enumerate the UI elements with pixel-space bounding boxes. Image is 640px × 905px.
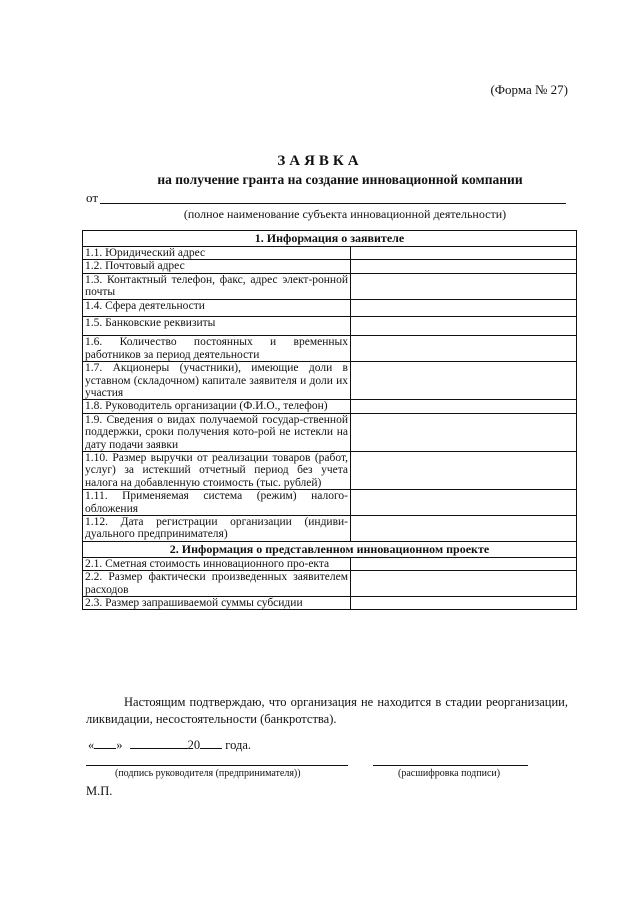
answer-cell[interactable]: [351, 452, 577, 490]
signature-line[interactable]: [86, 764, 348, 766]
from-row: [86, 190, 566, 206]
table-row: [83, 557, 577, 570]
form-number: (Форма № 27): [490, 82, 568, 97]
row-label: 1.6. Количество постоянных и временных работников за период деятельности: [83, 336, 351, 362]
section-title: 1. Информация о заявителе: [83, 231, 577, 247]
day-field[interactable]: [94, 736, 116, 749]
close-quote: »: [116, 738, 123, 752]
month-field[interactable]: [130, 736, 188, 749]
table-row: [83, 246, 577, 259]
signature-caption: (подпись руководителя (предпринимателя)): [115, 768, 301, 779]
section-header: [83, 541, 577, 557]
answer-cell[interactable]: [351, 336, 577, 362]
table-row: [83, 516, 577, 542]
row-label: 1.8. Руководитель организации (Ф.И.О., телефон): [83, 400, 351, 413]
table-row: [83, 400, 577, 413]
table-row: [83, 299, 577, 316]
row-label: 1.1. Юридический адрес: [83, 246, 351, 259]
from-label: от: [86, 190, 99, 205]
table-row: [83, 362, 577, 400]
answer-cell[interactable]: [351, 557, 577, 570]
table-row: [83, 273, 577, 299]
row-label: 1.11. Применяемая система (режим) налого-обложения: [83, 490, 351, 516]
row-label: 2.2. Размер фактически произведенных заявителем расходов: [83, 571, 351, 597]
answer-cell[interactable]: [351, 299, 577, 316]
row-label: 1.2. Почтовый адрес: [83, 260, 351, 273]
open-quote: «: [88, 738, 95, 752]
answer-cell[interactable]: [351, 273, 577, 299]
year-prefix: 20: [187, 738, 201, 752]
answer-cell[interactable]: [351, 316, 577, 335]
answer-cell[interactable]: [351, 490, 577, 516]
date-line: [88, 736, 251, 753]
applicant-info-table: [82, 230, 577, 610]
stamp-label: М.П.: [86, 784, 113, 798]
year-suffix: года.: [225, 738, 251, 752]
answer-cell[interactable]: [351, 400, 577, 413]
table-row: [83, 452, 577, 490]
row-label: 1.5. Банковские реквизиты: [83, 316, 351, 335]
row-label: 1.4. Сфера деятельности: [83, 299, 351, 316]
table-row: [83, 490, 577, 516]
answer-cell[interactable]: [351, 362, 577, 400]
row-label: 1.7. Акционеры (участники), имеющие доли в уставном (складочном) капитале заявителя и доли их участия: [83, 362, 351, 400]
answer-cell[interactable]: [351, 260, 577, 273]
section-title: 2. Информация о представленном инновационном проекте: [83, 541, 577, 557]
table-row: [83, 336, 577, 362]
answer-cell[interactable]: [351, 516, 577, 542]
row-label: 1.3. Контактный телефон, факс, адрес элект-ронной почты: [83, 273, 351, 299]
table-row: [83, 260, 577, 273]
from-caption: (полное наименование субъекта инновационной деятельности): [183, 207, 507, 221]
answer-cell[interactable]: [351, 571, 577, 597]
from-field-line[interactable]: [100, 190, 566, 204]
table-row: [83, 571, 577, 597]
section-header: [83, 231, 577, 247]
table-row: [83, 316, 577, 335]
row-label: 1.10. Размер выручки от реализации товаров (работ, услуг) за истекший отчетный период без учета налога на добавленную стоимость (тыс. рублей): [83, 452, 351, 490]
table-row: [83, 413, 577, 451]
signature-transcript-caption: (расшифровка подписи): [398, 768, 501, 779]
row-label: 2.3. Размер запрашиваемой суммы субсидии: [83, 597, 351, 610]
signature-transcript-line[interactable]: [373, 764, 528, 766]
document-subtitle: на получение гранта на создание инновационной компании: [157, 172, 523, 187]
confirmation-text: Настоящим подтверждаю, что организация не находится в стадии реорганизации, ликвидации, несостоятельности (банкротства).: [86, 695, 568, 726]
answer-cell[interactable]: [351, 246, 577, 259]
row-label: 2.1. Сметная стоимость инновационного про-екта: [83, 557, 351, 570]
answer-cell[interactable]: [351, 413, 577, 451]
row-label: 1.9. Сведения о видах получаемой государ-ственной поддержки, сроки получения кото-рой не истекли на дату подачи заявки: [83, 413, 351, 451]
row-label: 1.12. Дата регистрации организации (индиви-дуального предпринимателя): [83, 516, 351, 542]
document-title: ЗАЯВКА: [277, 153, 363, 169]
year-field[interactable]: [200, 736, 222, 749]
answer-cell[interactable]: [351, 597, 577, 610]
table-row: [83, 597, 577, 610]
